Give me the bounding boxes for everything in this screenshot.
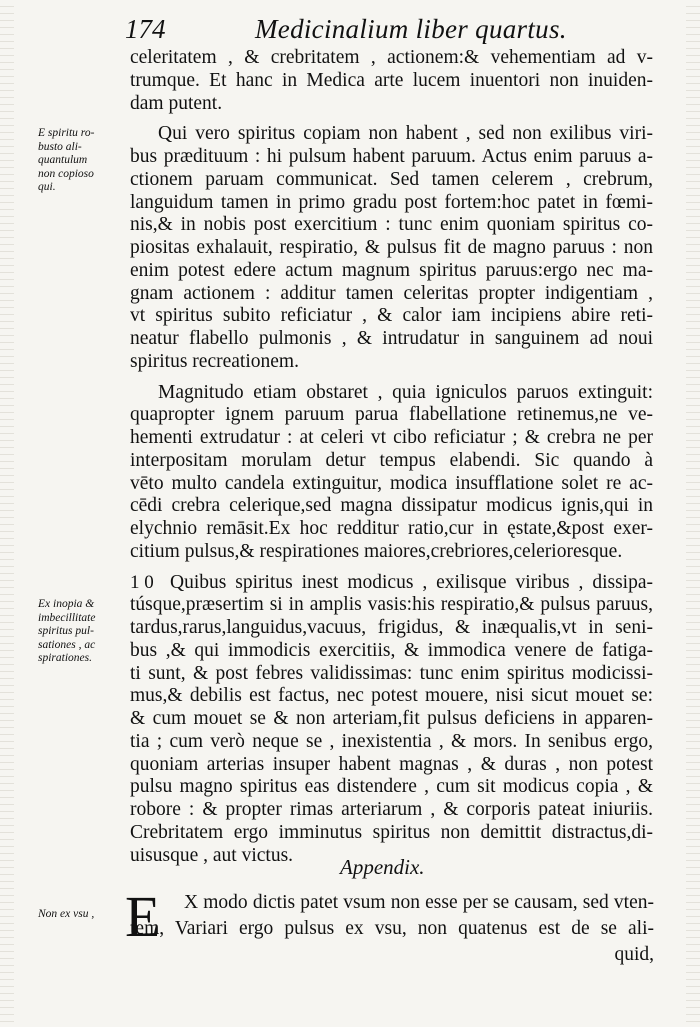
text-line: cēdi crebra celerique,sed magna dissipatur modicus ignis,qui in <box>130 495 653 517</box>
paragraph-gap <box>130 115 653 123</box>
text-line: túsque,præsertim si in amplis vasis:his respiratio,& pulsus paruus, <box>130 594 653 616</box>
text-line: uisusque , aut victus. <box>130 844 294 866</box>
appendix-line: X modo dictis patet vsum non esse per se causam, sed vten- <box>184 892 654 913</box>
margin-note-line: busto ali- <box>38 140 82 153</box>
text-line: bus ,& qui immodicis exercitiis, & immodica venere de fatiga- <box>130 639 653 661</box>
text-line: Qui vero spiritus copiam non habent , sed non exilibus viri- <box>158 123 653 145</box>
running-title: Medicinalium liber quartus. <box>255 14 567 44</box>
page-header <box>125 8 655 44</box>
appendix-line: tem, Variari ergo pulsus ex vsu, non quatenus est de se ali- <box>130 918 654 939</box>
text-line: elychnio remāsit.Ex hoc redditur ratio,cur in ęstate,&post exer- <box>130 518 653 539</box>
appendix-heading: Appendix. <box>340 855 425 879</box>
text-line: neatur flabello pulmonis , & intrudatur in sanguinem ad noui <box>130 328 653 349</box>
margin-note-line: E spiritu ro- <box>38 127 95 139</box>
text-line: quapropter ignem paruum parua flabellatione retinemus,ne ve- <box>130 404 653 426</box>
text-line: nis,& in nobis post exercitium : tunc enim quoniam spiritus co- <box>130 214 653 236</box>
paragraph-gap <box>130 374 653 382</box>
margin-note-line: spiritus pul- <box>38 625 94 637</box>
drop-cap-initial: E <box>125 884 161 949</box>
text-line: celeritatem , & crebritatem , actionem:& vehementiam ad v- <box>130 47 653 68</box>
margin-note <box>38 908 94 922</box>
line-number-marker: 1 0 <box>130 572 154 593</box>
margin-note-line: qui. <box>38 181 56 193</box>
text-line: Crebritatem ergo imminutus spiritus non demittit distractus,di- <box>130 821 653 843</box>
text-line: tardus,rarus,languidus,vacuus, frigidus, & inæqualis,vt in seni- <box>130 617 653 638</box>
page-edge-right <box>686 0 700 1027</box>
text-line: enim potest edere actum magnum spiritus paruus:ergo nec ma- <box>130 259 653 281</box>
text-line: robore : & propter rimas arteriarum , & corporis pateat iniuriis. <box>130 799 653 820</box>
text-line: Magnitudo etiam obstaret , quia igniculos paruos extinguit: <box>158 381 653 403</box>
text-line: ti sunt, & post febres validissimas: tunc enim spiritus modicissi- <box>130 662 653 684</box>
appendix-line: quid, <box>614 944 654 965</box>
margin-note-line: imbecillitate <box>38 611 96 624</box>
margin-note-line: Ex inopia & <box>38 598 95 610</box>
text-line: trumque. Et hanc in Medica arte lucem inuentori non inuiden- <box>130 69 653 91</box>
text-line: mus,& debilis est factus, nec potest mouere, nisi sicut mouet se: <box>130 685 653 707</box>
text-line: vēto multo candela extinguitur, modica insufflatione solet re ac- <box>130 472 653 494</box>
margin-note-line: spirationes. <box>38 652 92 664</box>
text-line: bus prædituum : hi pulsum habent paruum. Actus enim paruus a- <box>130 146 653 167</box>
text-line: pulsu magno spiritus eas distendere , cum sit modicus copia , & <box>130 776 653 798</box>
text-line: ctionem paruam communicat. Sed tamen celerem , crebrum, <box>130 168 653 190</box>
text-line: dam putent. <box>130 92 223 114</box>
text-line: tia ; cum verò neque se , inexistentia , & mors. In senibus ergo, <box>130 730 653 752</box>
appendix-text <box>130 890 654 968</box>
margin-note-line: non copioso <box>38 167 94 180</box>
text-line: spiritus recreationem. <box>130 350 299 372</box>
margin-note-line: Non ex vsu , <box>38 908 95 920</box>
text-line: languidum tamen in primo gradu post fortem:hoc patet in fœmi- <box>130 191 653 213</box>
margin-note <box>38 127 94 195</box>
text-line: gnam actionem : additur tamen celeritas propter indigentiam , <box>130 282 653 304</box>
margin-note-line: quantulum <box>38 154 88 166</box>
main-text <box>130 47 653 867</box>
text-line: vt spiritus subito reficiatur , & calor iam incipiens abire reti- <box>130 305 653 327</box>
text-line: quoniam arterias insuper habent magnas , & duras , non potest <box>130 753 653 775</box>
margin-note <box>38 598 95 666</box>
page-edge-left <box>0 0 14 1027</box>
text-line: piositas exhalauit, respiratio, & pulsus fit de magno paruus : non <box>130 237 653 258</box>
paragraph-gap <box>130 564 653 572</box>
text-line: interpositam morulam detur tempus elabendi. Sic quando à <box>130 449 653 471</box>
margin-note-line: sationes , ac <box>38 638 96 651</box>
page-number: 174 <box>125 14 166 44</box>
text-line: Quibus spiritus inest modicus , exilisque viribus , dissipa- <box>170 571 653 593</box>
text-line: citium pulsus,& respirationes maiores,crebriores,celerioresque. <box>130 540 623 562</box>
text-line: hementi extrudatur : at celeri vt cibo reficiatur ; & crebra ne per <box>130 427 653 448</box>
text-line: & cum mouet se & non arteriam,fit pulsus deficiens in apparen- <box>130 708 653 729</box>
